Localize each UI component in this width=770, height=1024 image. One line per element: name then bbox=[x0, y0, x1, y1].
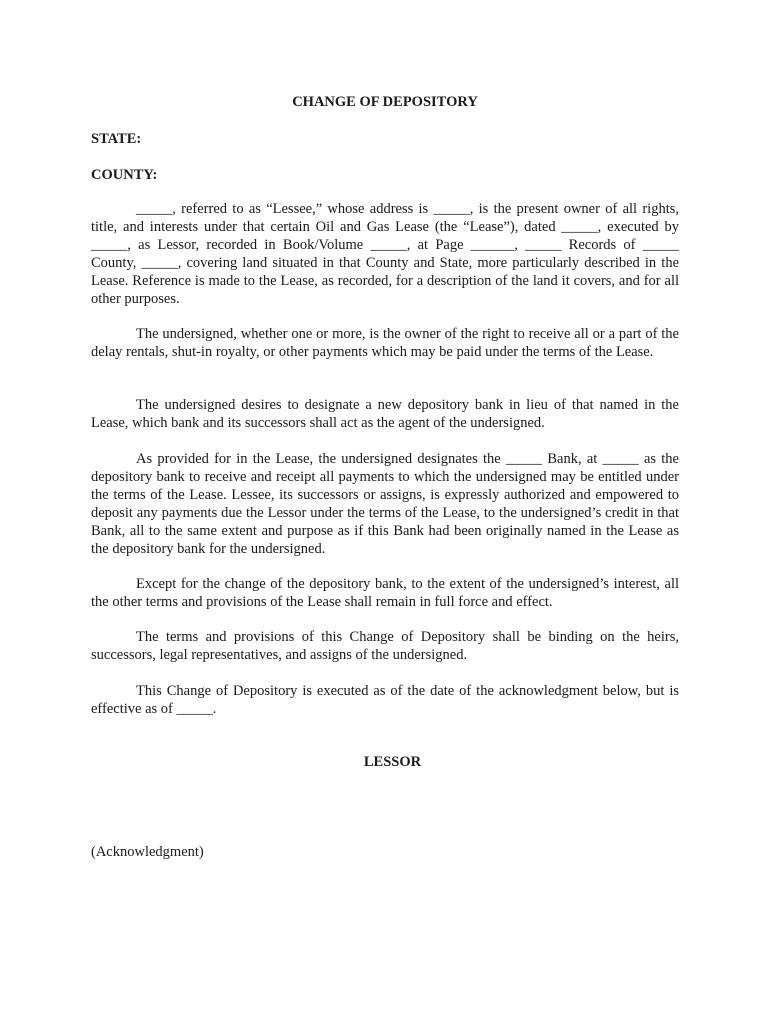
paragraph-effective-date: This Change of Depository is executed as of the date of the acknowledgment below, but is effective as of _____. bbox=[91, 683, 679, 717]
paragraph-parties: _____, referred to as “Lessee,” whose address is _____, is the present owner of all rights, title, and interests under that certain Oil and Gas Lease (the “Lease”), dated _____, executed by _____, as Lessor, recorded in Book/Volume _____, at Page ______, _____ Records of _____ County, _____, covering land situated in that County and State, more particularly described in the Lease. Reference is made to the Lease, as recorded, for a description of the land it covers, and for all other purposes. bbox=[91, 201, 679, 307]
county-label: COUNTY: bbox=[91, 167, 158, 183]
paragraph-ownership: The undersigned, whether one or more, is the owner of the right to receive all or a part of the delay rentals, shut-in royalty, or other payments which may be paid under the terms of the Lease. bbox=[91, 326, 679, 360]
paragraph-designated-bank: As provided for in the Lease, the undersigned designates the _____ Bank, at _____ as the depository bank to receive and receipt all payments to which the undersigned may be entitled under the terms of the Lease. Lessee, its successors or assigns, is expressly authorized and empowered to deposit any payments due the Lessor under the terms of the Lease, to the undersigned’s credit in that Bank, all to the same extent and purpose as if this Bank had been originally named in the Lease as the depository bank for the undersigned. bbox=[91, 451, 679, 557]
paragraph-designation-intent: The undersigned desires to designate a new depository bank in lieu of that named in the Lease, which bank and its successors shall act as the agent of the undersigned. bbox=[91, 397, 679, 431]
paragraph-binding: The terms and provisions of this Change of Depository shall be binding on the heirs, successors, legal representatives, and assigns of the undersigned. bbox=[91, 629, 679, 663]
state-label: STATE: bbox=[91, 131, 142, 147]
lessor-heading: LESSOR bbox=[363, 754, 422, 770]
acknowledgment-label: (Acknowledgment) bbox=[91, 844, 204, 860]
document-title: CHANGE OF DEPOSITORY bbox=[292, 94, 478, 110]
paragraph-other-terms: Except for the change of the depository bank, to the extent of the undersigned’s interest, all the other terms and provisions of the Lease shall remain in full force and effect. bbox=[91, 576, 679, 610]
